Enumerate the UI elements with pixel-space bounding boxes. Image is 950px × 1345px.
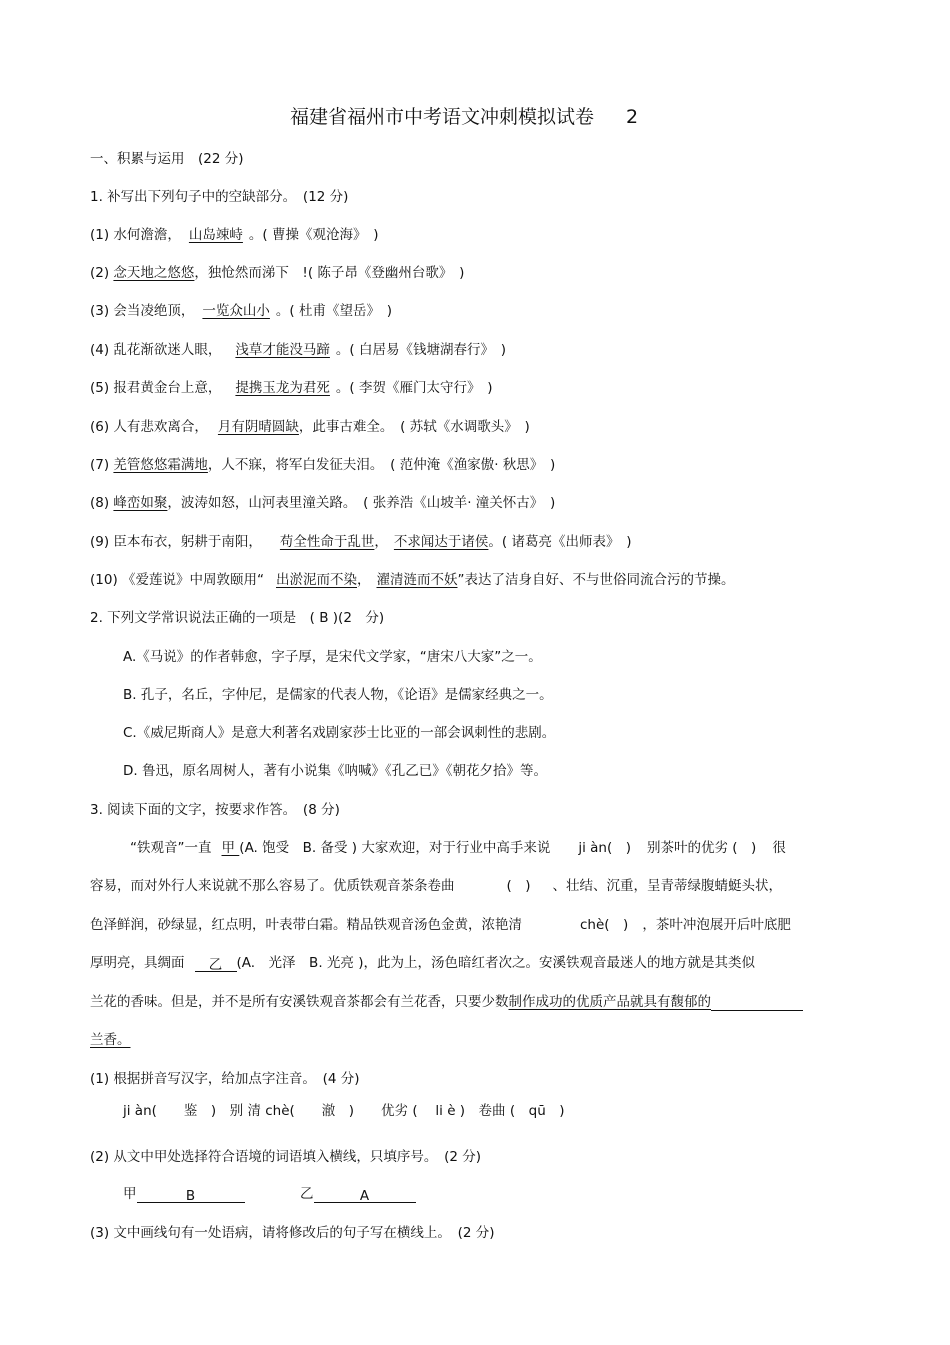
q2-option: C.《威尼斯商人》是意大利著名戏剧家莎士比亚的一部会讽刺性的悲剧。: [123, 725, 556, 741]
answer-jia: B: [137, 1187, 245, 1203]
q1-item: (10) 《爱莲说》中周敦颐用“ 出淤泥而不染， 濯清涟而不妖”表达了洁身自好、不与世俗同流合污的节操。: [90, 572, 735, 588]
answer-yi: A: [314, 1187, 416, 1203]
answer-blank: 濯清涟而不妖: [376, 572, 458, 588]
q2-option: D. 鲁迅，原名周树人，著有小说集《呐喊》《孔乙已》《朝花夕拾》等。: [123, 763, 547, 779]
answer-blank: 不求闻达于诸侯: [393, 534, 489, 550]
q3-sub2-answer-yi: 乙 A: [300, 1185, 416, 1203]
answer-blank: 浅草才能没马蹄: [235, 342, 330, 358]
page-title: [290, 102, 638, 129]
q3-sub1-stem: (1) 根据拼音写汉字，给加点字注音。 (4 分): [90, 1071, 360, 1087]
answer-blank: 羌管悠悠霜满地: [113, 457, 208, 473]
q1-item: (2) 念天地之悠悠，独怆然而涕下 !( 陈子昂《登幽州台歌》 ): [90, 265, 465, 281]
q2-stem: 2. 下列文学常识说法正确的一项是 ( B )(2 分): [90, 610, 385, 626]
q2-option: A.《马说》的作者韩愈，字子厚，是宋代文学家，“唐宋八大家”之一。: [123, 649, 542, 665]
q1-item: (6) 人有悲欢离合， 月有阴晴圆缺，此事古难全。 ( 苏轼《水调歌头》 ): [90, 419, 530, 435]
blank-jia: 甲: [221, 840, 235, 856]
passage-line: 容易，而对外行人来说就不那么容易了。优质铁观音茶条卷曲 ( ) 、壮结、沉重，呈青蒂绿腹蜻蜓头状，: [90, 878, 783, 894]
passage-line: [90, 1031, 131, 1049]
q1-item: (3) 会当凌绝顶， 一览众山小 。( 杜甫《望岳》 ): [90, 303, 392, 319]
passage-line: “铁观音”一直 甲 (A. 饱受 B. 备受 ) 大家欢迎，对于行业中高手来说 ji àn( ) 别茶叶的优劣 ( ) 很: [130, 840, 786, 856]
title-number: 2: [626, 106, 639, 128]
passage-line: 兰花的香味。但是，并不是所有安溪铁观音茶都会有兰花香，只要少数制作成功的优质产品就具有馥郁的: [90, 993, 803, 1011]
q1-item: (9) 臣本布衣，躬耕于南阳， 苟全性命于乱世， 不求闻达于诸侯。( 诸葛亮《出师表》 ): [90, 534, 632, 550]
q2-option: B. 孔子，名丘，字仲尼，是儒家的代表人物，《论语》是儒家经典之一。: [123, 687, 553, 703]
q3-sub1-answer: ji àn( 鉴 ) 别 清 chè( 澈 ) 优劣 ( li è ) 卷曲 ( qū ): [123, 1103, 565, 1119]
blank-yi: 乙: [195, 956, 237, 972]
q1-stem: 1. 补写出下列句子中的空缺部分。 (12 分): [90, 189, 349, 205]
q3-sub2-answer-jia: 甲 B: [123, 1185, 245, 1203]
underlined-sentence-end: 兰香。: [90, 1032, 131, 1048]
section-heading: 一、积累与运用 (22 分): [90, 151, 244, 167]
passage-line: 色泽鲜润，砂绿显，红点明，叶表带白霜。精品铁观音汤色金黄，浓艳清 chè( ) ，茶叶冲泡展开后叶底肥: [90, 917, 791, 933]
q1-item: (5) 报君黄金台上意， 提携玉龙为君死 。( 李贺《雁门太守行》 ): [90, 380, 493, 396]
answer-blank: 一览众山小: [202, 303, 270, 319]
title-text: 福建省福州市中考语文冲刺模拟试卷: [290, 106, 595, 128]
q3-stem: 3. 阅读下面的文字，按要求作答。 (8 分): [90, 802, 340, 818]
answer-blank: 提携玉龙为君死: [235, 380, 330, 396]
q3-sub2-stem: (2) 从文中甲处选择符合语境的词语填入横线，只填序号。 (2 分): [90, 1149, 482, 1165]
underlined-sentence: 制作成功的优质产品就具有馥郁的: [508, 994, 711, 1010]
passage-line: 厚明亮，具绸面 乙 (A. 光泽 B. 光亮 )，此为上，汤色暗红者次之。安溪铁观音最迷人的地方就是其类似: [90, 955, 755, 973]
q1-item: (1) 水何澹澹， 山岛竦峙 。( 曹操《观沧海》 ): [90, 227, 379, 243]
q1-item: (4) 乱花渐欲迷人眼， 浅草才能没马蹄 。( 白居易《钱塘湖春行》 ): [90, 342, 506, 358]
q1-item: (8) 峰峦如聚，波涛如怒，山河表里潼关路。 ( 张养浩《山坡羊· 潼关怀古》 ): [90, 495, 556, 511]
q1-item: (7) 羌管悠悠霜满地，人不寐，将军白发征夫泪。 ( 范仲淹《渔家傲· 秋思》 ): [90, 457, 556, 473]
answer-blank: 山岛竦峙: [188, 227, 243, 243]
answer-blank: 出淤泥而不染: [276, 572, 357, 588]
answer-blank: 峰峦如聚: [113, 495, 168, 511]
answer-blank: 月有阴晴圆缺: [217, 419, 299, 435]
q3-sub3-stem: (3) 文中画线句有一处语病，请将修改后的句子写在横线上。 (2 分): [90, 1225, 495, 1241]
answer-blank: 苟全性命于乱世: [279, 534, 375, 550]
answer-blank: 念天地之悠悠: [113, 265, 195, 281]
